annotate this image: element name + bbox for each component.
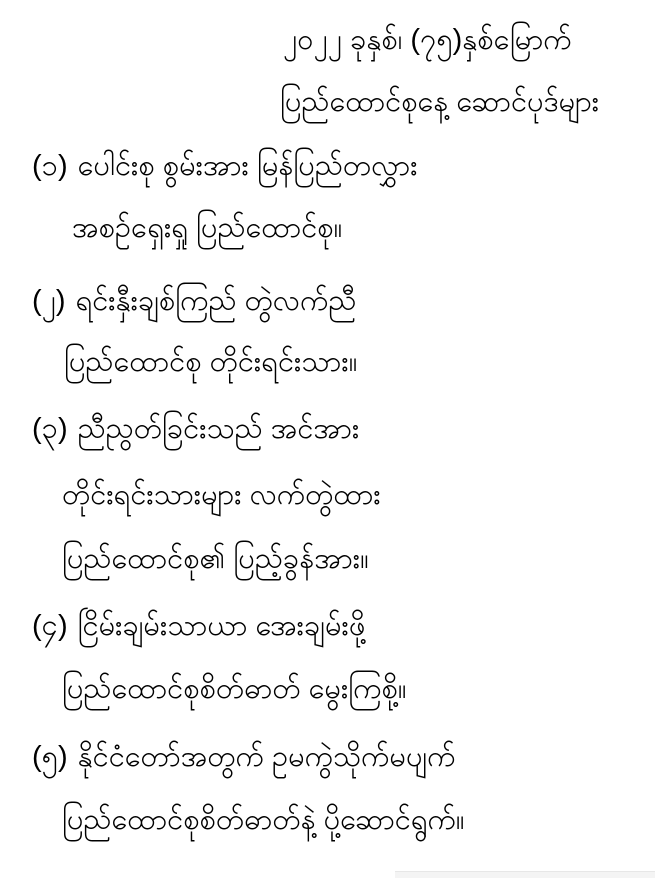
slogan-3-line-2: တိုင်းရင်းသားများ လက်တွဲထား: [62, 479, 381, 511]
page-edge-strip: [395, 871, 655, 878]
slogan-4-number: (၄): [32, 610, 68, 642]
title-line-1: ၂၀၂၂ ခုနှစ်၊ (၇၅)နှစ်မြောက်: [283, 24, 572, 56]
slogan-2-line-1: [32, 281, 356, 322]
slogan-2-number: (၂): [32, 285, 66, 317]
slogan-3-line-1: [32, 409, 359, 450]
slogan-5-line-2: ပြည်ထောင်စုစိတ်ဓာတ်နဲ့ ပို့ဆောင်ရွက်။: [62, 804, 465, 836]
slogan-3-number: (၃): [32, 413, 68, 445]
slogan-1-line-1: [32, 146, 418, 187]
slogan-1-text-1: ပေါင်းစု စွမ်းအား မြန်ပြည်တလွှား: [77, 150, 418, 182]
slogan-5-text-1: နိုင်ငံတော်အတွက် ဥမကွဲသိုက်မပျက်: [77, 741, 456, 773]
slogan-4-text-1: ငြိမ်းချမ်းသာယာ အေးချမ်းဖို့: [77, 610, 366, 642]
slogan-1-number: (၁): [32, 150, 68, 182]
slogan-1-line-2: အစဉ်ရှေးရှု ပြည်ထောင်စု။: [72, 212, 343, 244]
slogan-2-text-1: ရင်းနှီးချစ်ကြည် တွဲလက်ညီ: [75, 285, 357, 317]
slogan-4-line-2: ပြည်ထောင်စုစိတ်ဓာတ် မွေးကြစို့။: [62, 673, 407, 705]
title-line-2: ပြည်ထောင်စုနေ့ ဆောင်ပုဒ်များ: [280, 86, 600, 118]
slogan-2-line-2: ပြည်ထောင်စု တိုင်းရင်းသား။: [64, 346, 358, 378]
slogan-5-line-1: [32, 737, 456, 778]
slogan-3-line-3: ပြည်ထောင်စု၏ ပြည့်ခွန်အား။: [62, 543, 369, 575]
slogan-3-text-1: ညီညွတ်ခြင်းသည် အင်အား: [77, 413, 360, 445]
slogan-5-number: (၅): [32, 741, 68, 773]
slogan-4-line-1: [32, 606, 365, 647]
